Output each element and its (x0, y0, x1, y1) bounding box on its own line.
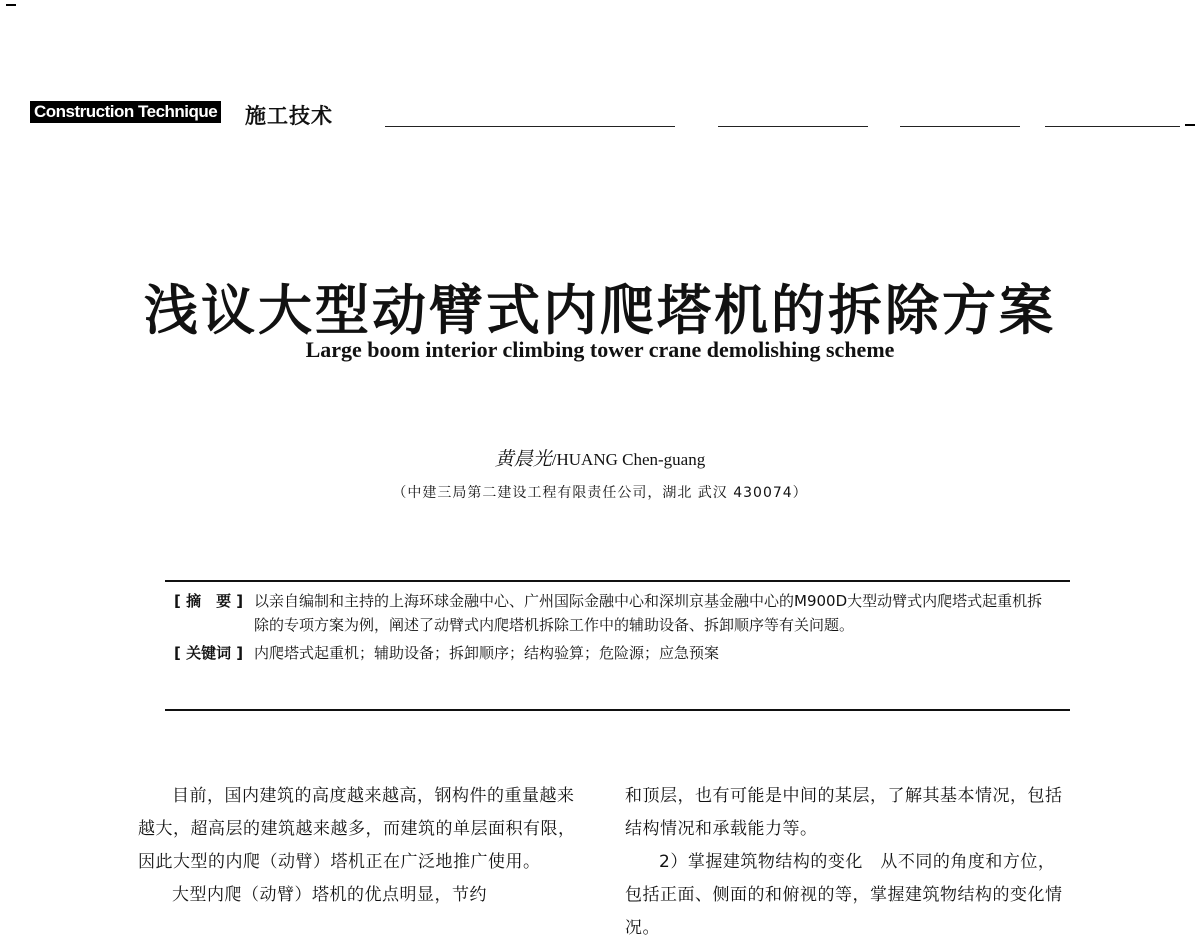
keywords-text: 内爬塔式起重机；辅助设备；拆卸顺序；结构验算；危险源；应急预案 (254, 644, 720, 662)
body-paragraph: 大型内爬（动臂）塔机的优点明显，节约 (172, 885, 487, 905)
abstract-block (174, 589, 1054, 665)
abstract-bottom-rule (165, 709, 1070, 711)
corner-mark (6, 4, 16, 6)
body-paragraph: 和顶层，也有可能是中间的某层，了解其基本情况，包括结构情况和承载能力等。 (625, 786, 1063, 839)
section-label: 施工技术 (245, 104, 333, 128)
header-rule (1045, 126, 1180, 127)
author-line (0, 444, 1200, 471)
header-rule (385, 126, 675, 127)
title-english: Large boom interior climbing tower crane demolishing scheme (305, 337, 895, 362)
body-paragraph: 2）掌握建筑物结构的变化 从不同的角度和方位，包括正面、侧面的和俯视的等，掌握建筑物结构的变化情况。 (625, 852, 1063, 938)
abstract-row (174, 589, 1054, 637)
abstract-label: [ 摘 要 ] (174, 592, 244, 610)
author-affiliation: （中建三局第二建设工程有限责任公司，湖北 武汉 430074） (392, 485, 808, 501)
header-rule (718, 126, 868, 127)
header-rule (900, 126, 1020, 127)
title-chinese: 浅议大型动臂式内爬塔机的拆除方案 (144, 278, 1056, 342)
keywords-row (174, 641, 1054, 665)
abstract-text: 以亲自编制和主持的上海环球金融中心、广州国际金融中心和深圳京基金融中心的M900D大型动臂式内爬塔式起重机拆除的专项方案为例，阐述了动臂式内爬塔机拆除工作中的辅助设备、拆卸顺序等有关问题。 (254, 592, 1043, 634)
corner-mark (1185, 124, 1195, 126)
author-name-english: /HUANG Chen-guang (551, 450, 706, 469)
keywords-label: [ 关键词 ] (174, 644, 244, 662)
body-paragraph: 目前，国内建筑的高度越来越高，钢构件的重量越来越大，超高层的建筑越来越多，而建筑的单层面积有限，因此大型的内爬（动臂）塔机正在广泛地推广使用。 (138, 786, 576, 872)
abstract-top-rule (165, 580, 1070, 582)
body-column-right (625, 780, 1070, 945)
author-name-chinese: 黄晨光 (494, 448, 552, 470)
journal-badge: Construction Technique (30, 101, 221, 123)
body-column-left (138, 780, 583, 912)
